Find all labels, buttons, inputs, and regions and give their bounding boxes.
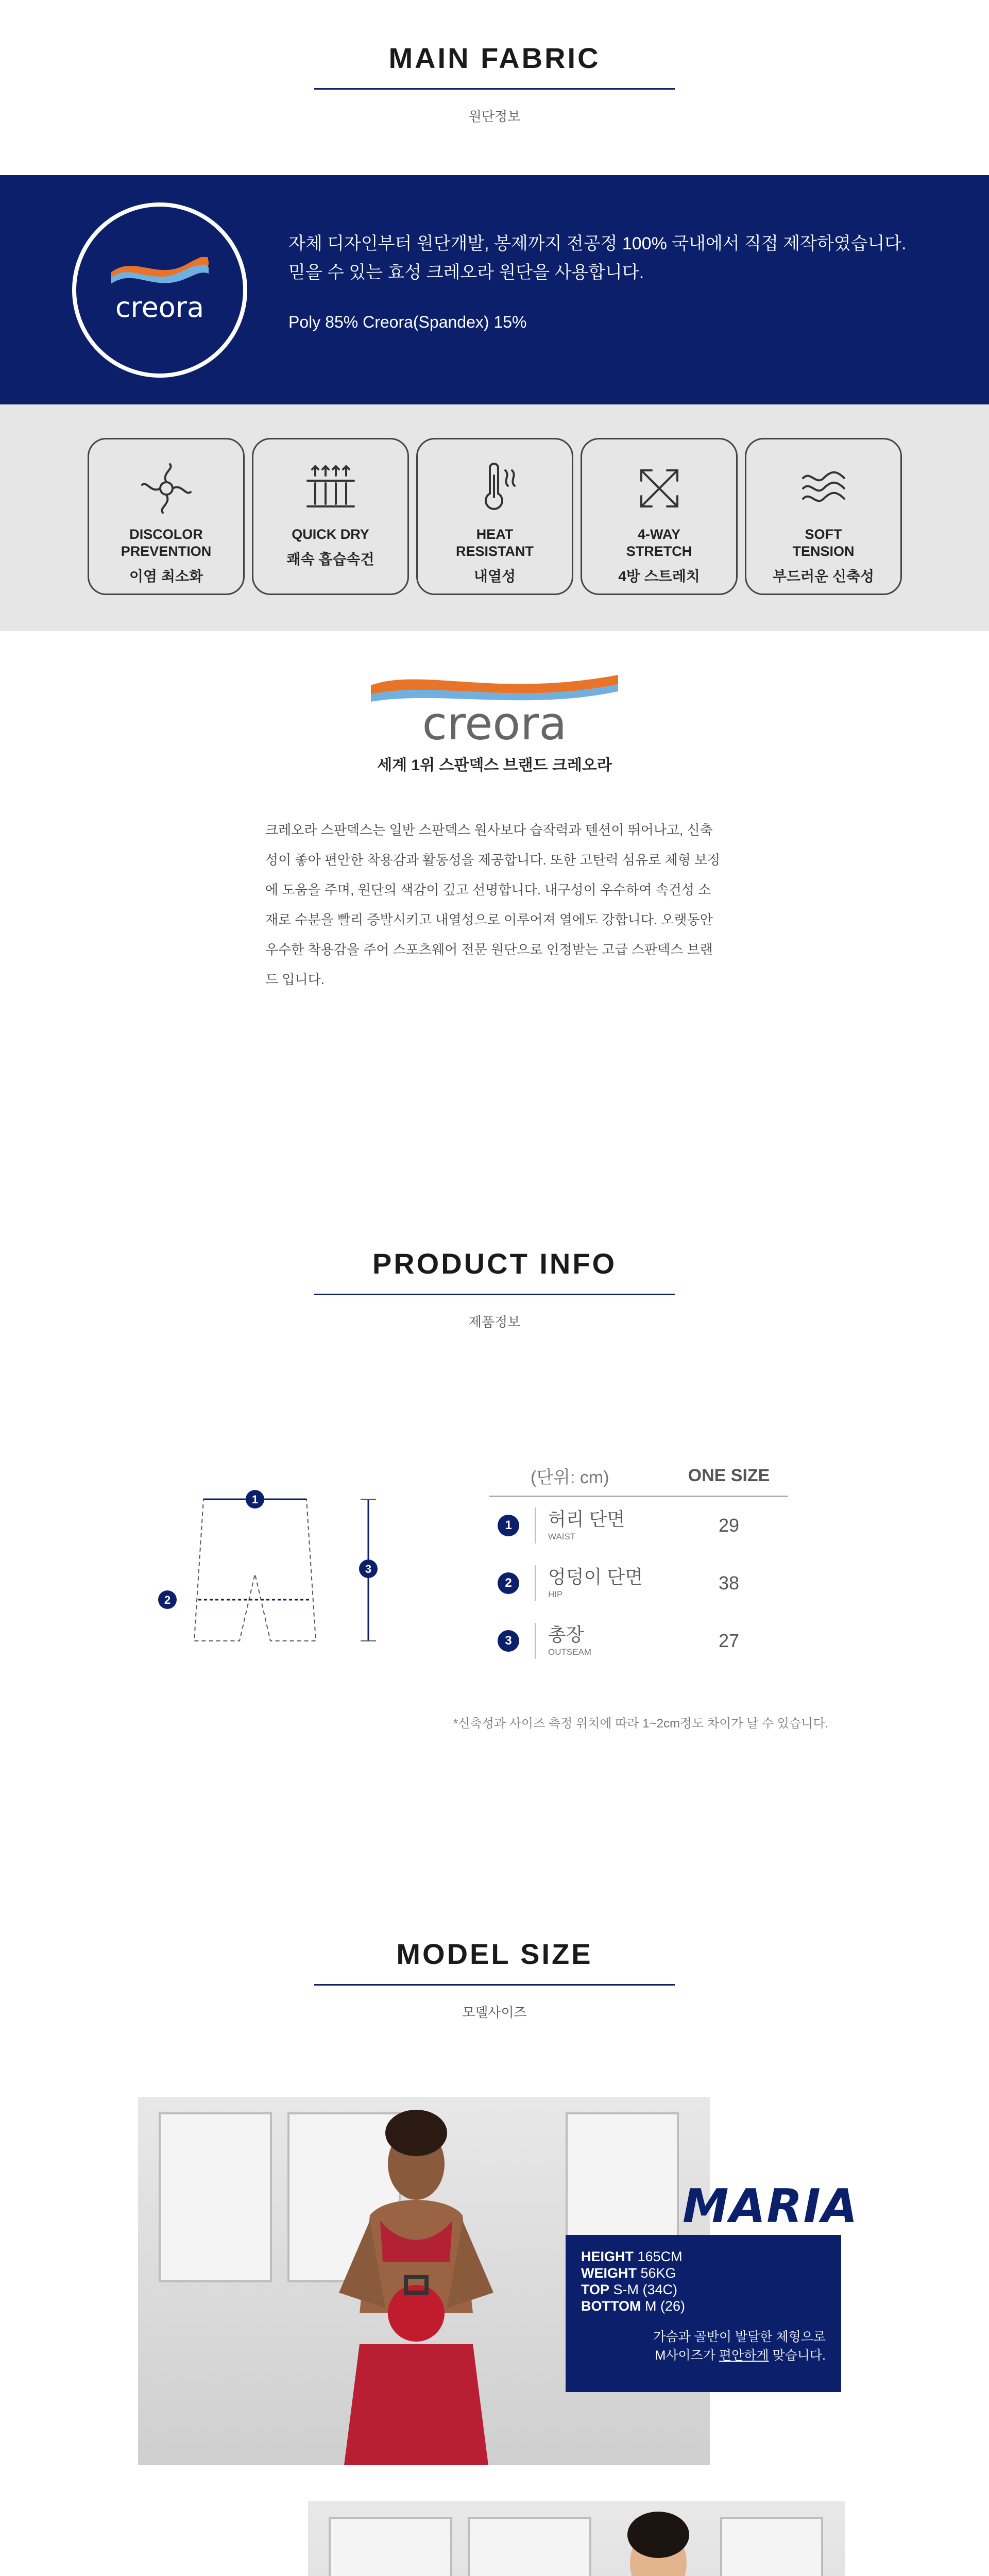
fabric-header (0, 41, 989, 125)
measure-name-en: WAIST (548, 1532, 576, 1541)
feature-ko-label: 4방 스트레치 (618, 568, 700, 584)
feature-ko-label: 쾌속 흡습속건 (286, 551, 374, 567)
feature-discolor (88, 438, 245, 595)
measure-value: 38 (718, 1572, 740, 1594)
discolor-icon (138, 460, 195, 517)
model-size-divider (314, 1984, 675, 1986)
quick-dry-icon (302, 460, 359, 517)
model-size-subtitle: 모델사이즈 (462, 2005, 527, 2020)
size-table-header (489, 1455, 788, 1497)
diagram-label-1: 1 (251, 1493, 259, 1506)
row-number: 3 (498, 1630, 519, 1652)
creora-logo (361, 670, 628, 747)
measure-name: 엉덩이 단면 (548, 1566, 643, 1587)
feature-en-label: 4-WAY STRETCH (626, 527, 692, 559)
table-row (489, 1612, 788, 1670)
shorts-measure-diagram (152, 1471, 399, 1667)
feature-en-label: HEAT RESISTANT (455, 527, 534, 559)
weight-value: 56KG (640, 2265, 676, 2281)
top-label: TOP (581, 2282, 610, 2297)
soft-tension-icon (795, 460, 852, 517)
feature-ko-label: 부드러운 신축성 (772, 568, 875, 584)
diagram-label-3: 3 (365, 1563, 372, 1575)
measure-value: 29 (718, 1515, 740, 1536)
intro-line-2: 믿을 수 있는 효성 크레오라 원단을 사용합니다. (288, 263, 644, 282)
feature-en-label: QUICK DRY (292, 527, 369, 542)
product-info-subtitle: 제품정보 (468, 1314, 521, 1330)
measure-name: 허리 단면 (548, 1509, 625, 1530)
model-name-maria: MARIA (683, 2179, 859, 2233)
model-figure-maria (282, 2097, 550, 2465)
model-size-header (0, 1937, 989, 2021)
feature-soft-tension (745, 438, 902, 595)
fabric-features (0, 404, 989, 631)
brand-description: 크레오라 스판덱스는 일반 스판덱스 원사보다 습작력과 텐션이 뛰어나고, 신축성이 좋아 편안한 착용감과 활동성을 제공합니다. 또한 고탄력 섬유로 체형 보정에 도움을 주며, 원단의 색감이 깊고 선명합니다. 내구성이 우수하여 속건성 소재로 수분을 빨리 증발시키고 내열성으로 이루어져 열에도 강합니다. 오랫동안 우수한 착용감을 주어 스포츠웨어 전문 원단으로 인정받는 고급 스판덱스 브랜드 입니다. (265, 822, 721, 987)
table-row (489, 1497, 788, 1554)
size-header: ONE SIZE (688, 1465, 770, 1485)
feature-heat (416, 438, 573, 595)
product-info-title: PRODUCT INFO (372, 1247, 617, 1280)
bottom-label: BOTTOM (581, 2298, 641, 2314)
feature-ko-label: 이염 최소화 (129, 568, 203, 584)
product-info-header (0, 1247, 989, 1331)
heat-icon (467, 460, 523, 517)
creora-logo-text: creora (422, 697, 567, 747)
measure-name-en: HIP (548, 1589, 563, 1599)
feature-quick-dry (252, 438, 409, 595)
feature-list (88, 438, 902, 595)
size-table (489, 1455, 788, 1670)
creora-wordmark: creora (115, 291, 204, 324)
fabric-composition: Poly 85% Creora(Spandex) 15% (288, 313, 527, 331)
measure-name: 총장 (548, 1624, 584, 1645)
fabric-title: MAIN FABRIC (388, 42, 601, 74)
creora-badge (72, 202, 247, 378)
top-value: S-M (34C) (613, 2282, 678, 2297)
height-value: 165CM (637, 2249, 683, 2264)
creora-wave-icon (108, 257, 211, 288)
brand-subtitle: 세계 1위 스판덱스 브랜드 크레오라 (377, 757, 612, 774)
model-figure-junhwa (514, 2501, 803, 2576)
creora-brand-section (0, 670, 989, 994)
height-label: HEIGHT (581, 2249, 634, 2264)
fabric-intro-band (0, 175, 989, 404)
diagram-label-2: 2 (164, 1594, 171, 1606)
intro-line-1: 자체 디자인부터 원단개발, 봉제까지 전공정 100% 국내에서 직접 제작하였습니다. (288, 234, 907, 253)
fit-note: 가슴과 골반이 발달한 체형으로 M사이즈가 편안하게 맞습니다. (653, 2330, 826, 2363)
size-note: *신축성과 사이즈 측정 위치에 따라 1~2cm정도 차이가 날 수 있습니다. (453, 1717, 829, 1731)
bottom-value: M (26) (645, 2298, 686, 2314)
fabric-subtitle: 원단정보 (468, 109, 521, 124)
stretch-icon (631, 460, 688, 517)
feature-en-label: SOFT TENSION (792, 527, 855, 559)
unit-header: (단위: cm) (531, 1467, 609, 1487)
feature-ko-label: 내열성 (473, 568, 516, 584)
row-number: 1 (498, 1515, 519, 1536)
row-number: 2 (498, 1572, 519, 1594)
feature-en-label: DISCOLOR PREVENTION (121, 527, 212, 559)
product-info-divider (314, 1294, 675, 1295)
table-row (489, 1554, 788, 1612)
model-size-title: MODEL SIZE (396, 1938, 593, 1970)
fabric-divider (314, 88, 675, 90)
measure-name-en: OUTSEAM (548, 1647, 592, 1657)
model-photo-junhwa (308, 2501, 845, 2576)
measure-value: 27 (718, 1630, 740, 1651)
weight-label: WEIGHT (581, 2265, 637, 2281)
fabric-intro-text (288, 229, 958, 332)
feature-stretch (581, 438, 738, 595)
model-info-maria (566, 2235, 841, 2392)
